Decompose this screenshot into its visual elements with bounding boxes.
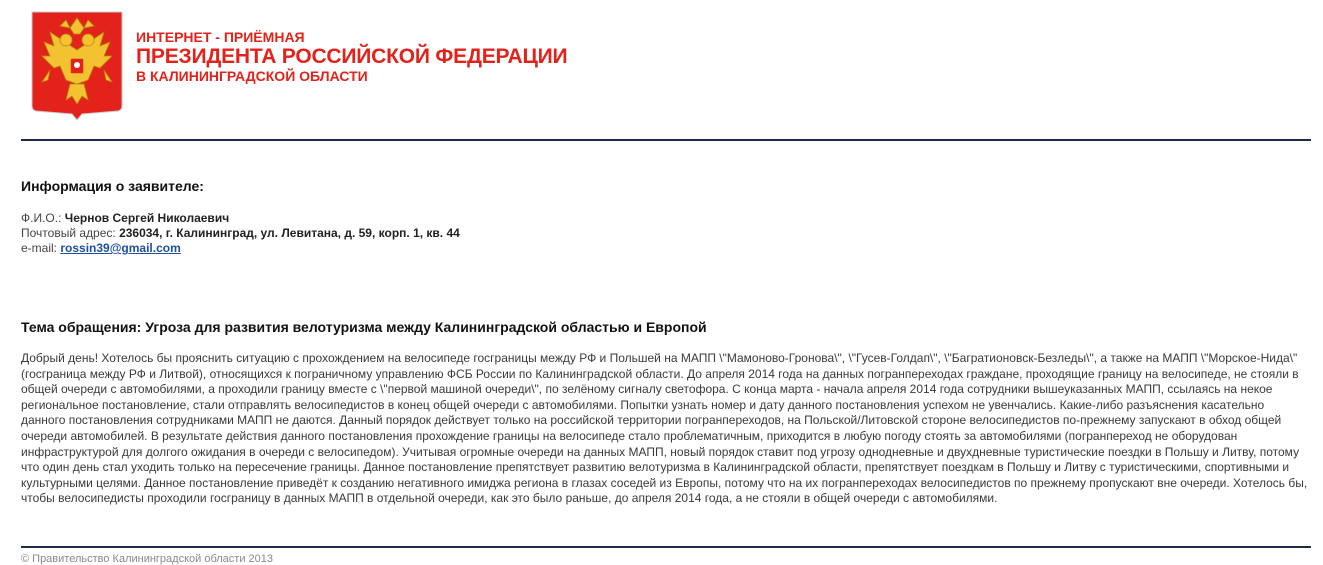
applicant-info (21, 211, 460, 256)
email-link[interactable]: rossin39@gmail.com (60, 241, 181, 255)
fio-row (21, 211, 460, 226)
appeal-topic-title: Тема обращения: Угроза для развития велотуризма между Калининградской областью и Европой (21, 319, 707, 335)
russian-coat-of-arms-icon (30, 10, 124, 122)
site-title (136, 29, 567, 85)
site-title-line2: ПРЕЗИДЕНТА РОССИЙСКОЙ ФЕДЕРАЦИИ (136, 45, 568, 68)
site-header (30, 10, 630, 130)
site-title-line3: В КАЛИНИНГРАДСКОЙ ОБЛАСТИ (136, 68, 368, 84)
fio-label: Ф.И.О.: (21, 211, 62, 225)
address-row (21, 226, 460, 241)
site-title-line1: ИНТЕРНЕТ - ПРИЁМНАЯ (136, 29, 305, 45)
address-label: Почтовый адрес: (21, 226, 116, 240)
address-value: 236034, г. Калининград, ул. Левитана, д. 59, корп. 1, кв. 44 (119, 226, 460, 240)
header-divider (21, 139, 1311, 141)
footer-divider (21, 546, 1311, 548)
email-label: e-mail: (21, 241, 58, 255)
email-row (21, 241, 460, 256)
appeal-body: Добрый день! Хотелось бы прояснить ситуацию с прохождением на велосипеде госграницы между РФ и Польшей на МАПП \"Мамоново-Гронова\", \"Гусев-Голдап\", \"Багратионовск-Безледы\", а также на МАПП \"Морское-Нида\" (госграница между РФ и Литвой), относящихся к пограничному управлению ФСБ России по Калининградской области. До апреля 2014 года на данных погранпереходах граждане, проходящие границу на велосипеде, не стояли в общей очереди с автомобилями, а проходили границу вместе с \"первой машиной очереди\", по зелёному сигналу светофора. С конца марта - начала апреля 2014 года сотрудники вышеуказанных МАПП, ссылаясь на некое региональное постановление, стали отправлять велосипедистов в конец общей очереди с автомобилями. Попытки узнать номер и дату данного постановления успехом не увенчались. Какие-либо разъяснения касательно данного постановления сотрудниками МАПП не даются. Данный порядок действует только на российской территории погранпереходов, на Польской/Литовской стороне велосипедистов по-прежнему запускают в обход общей очереди автомобилей. В результате действия данного постановления прохождение границы на велосипеде стало проблематичным, приходится в любую погоду стоять за автомобилями (погранпереход не оборудован инфраструктурой для долгого ожидания в очереди с велосипедом). Учитывая огромные очереди на данных МАПП, новый порядок ставит под угрозу однодневные и двухдневные туристические поездки в Польшу и Литву, потому что один день стал уходить только на пересечение границы. Данное постановление препятствует развитию велотуризма в Калининградской области, препятствует поездкам в Польшу и Литву с туристическими, спортивными и культурными целями. Данное постановление приведёт к созданию негативного имиджа региона в глазах соседей из Европы, потому что на их погранпереходах велосипедистов по прежнему пропускают вне очереди. Хотелось бы, чтобы велосипедисты проходили госграницу в данных МАПП в отдельной очереди, как это было раньше, до апреля 2014 года, а не стояли в общей очереди с автомобилями. (21, 351, 1308, 506)
fio-value: Чернов Сергей Николаевич (64, 211, 230, 225)
applicant-section-title: Информация о заявителе: (21, 178, 204, 194)
footer-copyright: © Правительство Калининградской области 2013 (21, 553, 274, 565)
